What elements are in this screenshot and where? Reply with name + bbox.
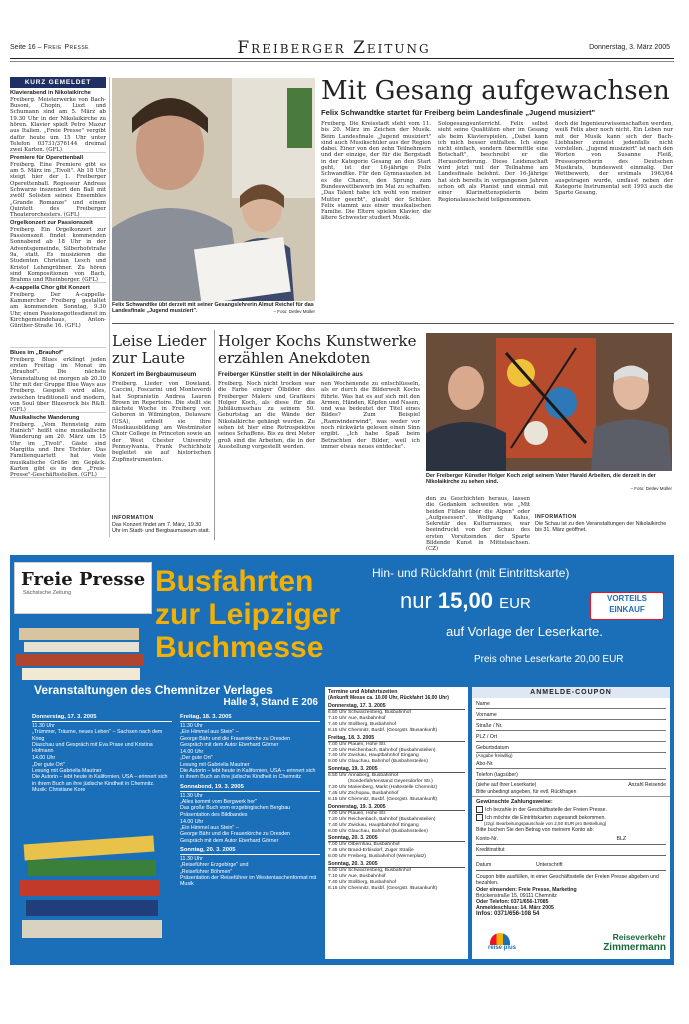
event-line: George Bähr und die Frauenkirche zu Dresden — [180, 831, 291, 838]
coupon-konto-field[interactable] — [476, 834, 666, 845]
masthead-rule — [10, 58, 674, 59]
masthead-title: Freiberger Zeitung — [237, 38, 431, 58]
timetable-day — [325, 835, 468, 860]
event-line: „Reiseführer Böhmen" — [180, 868, 233, 875]
coupon-sign-label: Unterschrift — [536, 862, 563, 868]
article2-subhead: Konzert im Bergbaumuseum — [112, 371, 197, 378]
event-day — [180, 714, 320, 781]
masthead-rule-2 — [10, 61, 674, 62]
timetable-stop: Plauen, Hohe Str. — [348, 810, 387, 816]
kurz-item — [10, 88, 106, 153]
lead-photo-credit: – Foto: Detlev Müller — [273, 309, 315, 314]
event-day — [180, 847, 320, 887]
timetable-time: 7.10 Uhr — [328, 715, 347, 721]
timetable-stop: Zwickau, Hauptbahnhof Eingang — [348, 753, 419, 759]
kurz-item-body: Freiberg. Der A-cappella-Kammerchor Freiberg gestaltet am kommenden Sonntag, 9.30 Uhr, einen Passionsgottesdienst im Kirchgemeindehaus, Anton-Günther-Straße 16. (GFL) — [10, 291, 106, 330]
article3-photo-credit: – Foto: Detlev Müller — [630, 485, 672, 491]
article3-subhead: Freiberger Künstler stellt in der Nikolaikirche aus — [218, 371, 363, 378]
page-section: Freie Presse — [43, 44, 89, 51]
event-time: 14.00 Uhr — [180, 749, 204, 756]
timetable-day — [325, 703, 468, 734]
kurz-gemeldet — [10, 77, 106, 477]
timetable-time: 7.20 Uhr — [328, 816, 347, 822]
timetable-time: 7.00 Uhr — [328, 842, 347, 848]
timetable-time: 7.40 Uhr — [328, 721, 347, 727]
coupon-title: ANMELDE-COUPON — [472, 687, 670, 698]
event-line: Präsentation der Reiseführer im Westentaschenformat mit Musik — [180, 874, 317, 888]
coupon-payment-title: Gewünschte Zahlungsweise: — [476, 799, 553, 805]
kurz-item-title: Klavierabend in Nikolaikirche — [10, 90, 91, 96]
coupon-contact-1: Oder einsenden: Freie Presse, Marketing — [476, 887, 577, 893]
timetable-list — [325, 703, 468, 892]
payment-checkbox-1[interactable] — [476, 806, 483, 813]
timetable-time: 7.40 Uhr — [328, 753, 347, 759]
payment-checkbox-2[interactable] — [476, 814, 483, 821]
event-day-label: Sonntag, 20. 3. 2005 — [180, 847, 320, 855]
article2-info-label: INFORMATION — [112, 515, 154, 521]
event-line: George Bähr und die Frauenkirche zu Dresden — [180, 735, 291, 742]
article3-photo — [426, 333, 672, 471]
timetable-stop: Aue, Busbahnhof — [348, 715, 386, 721]
timetable-time: 8.15 Uhr — [328, 796, 347, 802]
ad-books-image — [14, 618, 152, 683]
timetable-title: Termine und Abfahrtszeiten — [328, 689, 398, 695]
coupon-field-note: (Angabe freiwillig) — [476, 753, 513, 758]
ad-condition: auf Vorlage der Leserkarte. — [446, 624, 603, 639]
ad-events-title: Veranstaltungen des Chemnitzer Verlages — [34, 683, 273, 697]
timetable-stop: Brand-Erbisdorf, Zuger Straße — [348, 848, 414, 854]
timetable-stop: Chemnitz, Busbf. (Georgstr. /Busankunft) — [348, 885, 438, 891]
article3-info-text: Die Schau ist zu den Veranstaltungen der Nikolaikirche bis 31. März geöffnet. — [535, 521, 667, 534]
timetable-stop: Plauen, Hohe Str. — [348, 741, 387, 747]
event-line: Lesung mit Gabriella Mautner — [180, 761, 250, 768]
event-time: 11.30 Uhr — [180, 723, 203, 729]
timetable-row — [328, 797, 465, 803]
ad-currency: EUR — [499, 595, 531, 612]
coupon-field[interactable]: Vorname — [476, 709, 666, 720]
timetable-time: 7.00 Uhr — [328, 741, 347, 747]
timetable-time: 8.00 Uhr — [328, 828, 347, 834]
article3-col-3: den zu Geschichten heraus, lassen die Gedanken schweifen wie „Mit beiden Füßen über die Alpen" oder „Aufgesessen". Wolfgang Kalus, Sekretär des Kulturraumes, war beeindruckt von der Schau des ersten Vorsitzenden der Sparte Bildende Kunst in Mittelsachsen. (CZ) — [426, 496, 530, 553]
page-number: Seite 16 – — [10, 44, 42, 51]
timetable-stop: Aue, Busbahnhof — [348, 874, 386, 880]
article3-col-2: nen Wochenende zu entschlüsseln, als er durch die Bilderwelt Kochs führte. Was hat es auf sich mit den Armen, Händen, Köpfen und Nasen, und was bedeutet der Titel eines Bildes? Zum Beispiel „Ramwinderwind", was weder vor noch rückwärts gelesen einen Sinn ergibt. „Ich habe Spaß beim Betrachten der Bilder, weil ich immer etwas neues entdecke". — [321, 381, 420, 450]
kurz-item-body: Freiberg. Meisterwerke von Bach-Busoni, Chopin, Liszt und Schumann sind am 5. März ab 19.30 Uhr in der Nikolaikirche zu hören. Klavier spielt Petro Mazur aus Italien. „Freie Presse" vergibt dafür heute um 15 Uhr unter Telefon 03731/376144 dreimal zwei Karten. (GFL) — [10, 96, 106, 154]
kurz-header: KURZ GEMELDET — [10, 77, 106, 88]
lead-col-3: doch die Ingenieurwissenschaften werden, weiß Felix aber noch nicht. Ein Leben nur mit der Musik kann sich der Bach-Liebhaber zumeist jedenfalls nicht vorstellen. „Jugend musiziert" ist nach den Worten von Susanne Fleiß, Pressesprecherin des Deutschen Musikrats, bundesweit einmalig. Der Wettbewerb, der erstmals 1963/64 ausgetragen wurde, umfasst neben der Kategorie Instrumental seit 1993 auch die Sparte Gesang. — [555, 121, 673, 197]
ad-coupon — [472, 687, 670, 959]
kurz-item-title: A-cappella Chor gibt Konzert — [10, 285, 90, 291]
article3-info-label: INFORMATION — [535, 514, 577, 520]
lead-photo — [112, 78, 315, 301]
coupon-sign-field[interactable] — [476, 860, 666, 871]
event-line: Musik: Christiane Kore — [32, 786, 86, 793]
event-line: „Trümmer, Träume, neues Leben" – Sachsen nach dem Krieg — [32, 729, 163, 742]
coupon-payment-option-2[interactable]: Ich möchte die Eintrittskarten zugesandt bekommen. — [472, 813, 670, 821]
kurz-item — [10, 348, 106, 413]
timetable-day-label: Sonntag, 19. 3. 2005 — [328, 766, 465, 773]
event-time: 11.30 Uhr — [32, 723, 55, 729]
masthead-date: Donnerstag, 3. März 2005 — [589, 44, 670, 51]
coupon-info: Infos: 0371/656-108 54 — [476, 911, 540, 917]
timetable-stop: Reichenbach, Bahnhof (Busbahnsteilen) — [348, 816, 436, 822]
timetable-stop: Stollberg, Busbahnhof — [348, 721, 397, 727]
event-day-label: Donnerstag, 17. 3. 2005 — [32, 714, 172, 722]
page-label — [10, 44, 89, 51]
timetable-stop: Olbernhau, Busbahnhof — [348, 842, 400, 848]
timetable-time: 8.15 Uhr — [328, 727, 347, 733]
kurz-item-title: Premiere für Operettenball — [10, 155, 84, 161]
timetable-row — [328, 829, 465, 835]
ad-price-line — [400, 588, 531, 614]
timetable-time: 7.20 Uhr — [328, 747, 347, 753]
event-day — [180, 784, 320, 844]
lead-col-2: Sologesangsunterricht. Felix selbst sieht seine Qualitäten eher im Gesang als beim Klavierspielen. „Dabei kann ich mich besser entfalten. Ich singe nicht einfach, sondern übermittle eine Botschaft", beschreibt er die Herausforderung. Diese Leidenschaft wird jetzt mit der Teilnahme am Landesfinale belohnt. Der 16-Jährige hat sich bereits in vergangenen Jahren schon oft als Pianist und einmal mit einer Klarinettenspielerin beim Regionalausscheid teilgenommen. — [438, 121, 548, 203]
kurz-item — [10, 218, 106, 283]
ad-logo-text: Freie Presse — [21, 569, 146, 590]
coupon-payment2-note: (zzgl. Bearbeitungspauschale von 2,50 EUR pro Bestellung) — [484, 821, 607, 826]
timetable-stop: Glauchau, Bahnhof (Busbahnsteilen) — [348, 828, 428, 834]
kurz-item — [10, 283, 106, 348]
coupon-contact-3: Oder Telefon: 0371/656-17085 — [476, 899, 549, 905]
lead-photo-illustration — [112, 78, 315, 301]
coupon-fields — [472, 698, 670, 780]
timetable-stop: Schwarzenberg, Busbahnhof — [348, 868, 411, 874]
partner-logo-reiseplus: reise plus — [480, 933, 524, 953]
ad-headline-3: Buchmesse — [155, 631, 324, 664]
ad-logo — [14, 562, 152, 614]
article2-headline: Leise Lieder zur Laute — [112, 332, 207, 367]
timetable-time: 7.00 Uhr — [328, 810, 347, 816]
coupon-bank-label: Kreditinstitut — [476, 847, 505, 853]
coupon-date-label: Datum — [476, 862, 492, 868]
events-column-1 — [32, 714, 172, 824]
ad-headline-1: Busfahrten — [155, 565, 314, 598]
event-line: Gespräch mit dem Autor Eberhard Görner — [180, 741, 279, 748]
coupon-field[interactable]: Straße / Nr. — [476, 720, 666, 731]
lead-subhead: Felix Schwandtke startet für Freiberg beim Landesfinale „Jugend musiziert" — [321, 108, 596, 117]
timetable-day — [325, 861, 468, 892]
ad-books-stack-image — [14, 830, 174, 950]
event-line: Die Autorin – lebt heute in Kalifornien, USA – erinnert sich in ihrem Buch an ihre jüdische Kindheit in Chemnitz. — [32, 774, 168, 787]
event-line: „Ein Himmel aus Stein" – — [180, 825, 239, 832]
article3-headline: Holger Kochs Kunstwerke erzählen Anekdoten — [218, 332, 417, 367]
coupon-konto-label: Konto-Nr. — [476, 836, 498, 842]
timetable-day — [325, 766, 468, 803]
kurz-item — [10, 153, 106, 218]
reiseplus-icon — [490, 933, 510, 945]
coupon-debit: Bitte buchen Sie den Betrag von meinem Konto ab: — [476, 827, 594, 833]
timetable-time: 8.00 Uhr — [328, 854, 347, 860]
ad-headline-2: zur Leipziger — [155, 598, 341, 631]
ad-price: 15,00 — [437, 588, 493, 613]
event-line: Präsentation des Bildbandes — [180, 811, 248, 818]
timetable-stop: Annaberg, Busbahnhof — [348, 773, 399, 779]
ad-no-card: Preis ohne Leserkarte 20,00 EUR — [474, 654, 624, 665]
timetable-day-label: Donnerstag, 19. 3. 2005 — [328, 804, 465, 811]
ad-timetable — [325, 687, 468, 959]
kurz-item-body: Freiberg. Blues erklingt jeden ersten Freitag im Monat im „Brauhof". Die nächste Veranstaltung ist morgen ab 20.30 Uhr mit der Gruppe Blue Ways aus Freiberg. Gespielt wird alles, zwischen traditionell und modern, von Soul über Bluesrock bis R&B. (GFL) — [10, 356, 106, 414]
kurz-item-title: Orgelkonzert zur Passionszeit — [10, 220, 93, 226]
coupon-count-row — [472, 780, 670, 788]
timetable-day-label: Sonntag, 20. 3. 2005 — [328, 861, 465, 868]
event-time: 14.00 Uhr — [32, 755, 56, 762]
coupon-field[interactable]: PLZ / Ort — [476, 731, 666, 742]
timetable-time: 7.40 Uhr — [328, 822, 347, 828]
timetable-time: 8.00 Uhr — [328, 759, 347, 765]
timetable-stop: Chemnitz, Busbf. (Georgstr. /Busankunft) — [348, 727, 438, 733]
ad-price-prefix: nur — [400, 588, 432, 613]
event-day — [32, 714, 172, 793]
event-line: Lesung mit Gabriella Mautner — [32, 768, 102, 775]
timetable-stop: (Sonderfahrtenstand Geyersdorfer Str.) — [348, 779, 433, 785]
events-column-2 — [180, 714, 320, 959]
ad-badge: VORTEILS EINKAUF — [590, 592, 664, 620]
timetable-stop: Reichenbach, Bahnhof (Busbahnsteilen) — [348, 747, 436, 753]
kurz-item-title: Blues im „Brauhof" — [10, 350, 64, 356]
kurz-item-body: Freiberg. Ein Orgelkonzert zur Passionszeit findet kommenden Sonnabend ab 18 Uhr in der Adventsgemeinde, Silberhofstraße 9a, statt. Es musizieren die Studenten Christian Lesch und Kristof Lehmgrübner. Zu hören sind Kompositionen von Bach, Brahms und Rheinberger. (GFL) — [10, 226, 106, 284]
event-line: Die Autorin – lebt heute in Kalifornien, USA – erinnert sich in ihrem Buch an ihre jüdische Kindheit in Chemnitz — [180, 768, 316, 781]
coupon-count-label: Anzahl Reisende — [628, 782, 666, 788]
timetable-time: 7.40 Uhr — [328, 879, 347, 885]
event-line: Gespräch mit dem Autor Eberhard Görner — [180, 837, 279, 844]
books-stack-illustration — [14, 830, 174, 950]
timetable-time: 6.50 Uhr — [328, 773, 347, 779]
section-rule — [112, 323, 674, 324]
timetable-day-label: Sonntag, 20. 3. 2005 — [328, 835, 465, 842]
article2-info-text: Das Konzert findet am 7. März, 19.30 Uhr im Stadt- und Bergbaumuseum statt. — [112, 522, 210, 535]
timetable-time: 7.10 Uhr — [328, 874, 347, 880]
kurz-item — [10, 413, 106, 478]
timetable-stop: Zschopau, Busbahnhof — [348, 790, 399, 796]
event-line: „Alles kommt vom Bergwerk her" — [180, 798, 257, 805]
timetable-stop: Chemnitz, Busbf. (Georgstr. /Busankunft) — [348, 796, 438, 802]
timetable-day — [325, 804, 468, 835]
coupon-field[interactable]: Abo-Nr. — [476, 758, 666, 769]
kurz-item-body: Freiberg. „Vom Rennsteig zum Hainich" heißt eine musikalische Wanderung am 20. März um 15 Uhr im „Tivoli". Gäste sind Margitta und Ihre Töchter. Das Familienquartett hat viele musikalische Grüße im Gepäck. Karten gibt es in den „Freie-Presse"-Geschäftsstellen. (GFL) — [10, 421, 106, 479]
coupon-subnote: (siehe auf Ihrer Leserkarte) — [476, 782, 537, 788]
coupon-field[interactable]: Geburtsdatum — [476, 742, 666, 753]
event-line: Das große Buch vom erzgebirgischen Bergbau — [180, 805, 291, 812]
timetable-time: 7.45 Uhr — [328, 790, 347, 796]
event-day-label: Freitag, 18. 3. 2005 — [180, 714, 320, 722]
event-line: „Ein Himmel aus Stein" – — [180, 729, 239, 736]
coupon-blz-label: BLZ — [616, 836, 626, 842]
coupon-no-card: Bitte unbedingt angeben, für evtl. Rückfragen — [472, 788, 670, 797]
article2-body: Freiberg. Lieder von Dowland, Caccini, Foscarini und Monteverdi hat Sopranistin Andrea Lauren Brown im Repertoire. Die stellt sie nächste Woche in Freiberg vor. Geboren in Wilmington, Delaware (USA), erhielt sie ihre Musikausbildung am Westminster Choir College in Princeton sowie an der West Chester University Pennsylvania. Frank Pschichholz begleitet sie auf historischen Zupfinstrumenten. — [112, 381, 211, 463]
lead-col-1: Freiberg. Die Kreisstadt steht vom 11. bis 20. März im Zeichen der Musik. Beim Landesfinale „Jugend musiziert" sind auch Musikschüler aus der Region dabei. Einer von den zehn Teilnehmern und der einzige, der für die Bergstadt in der Kategorie Gesang an den Start geht, ist der 16-jährige Felix Schwandtke. Für den Gymnasiasten ist es die Chance, den Sprung zum Bundeswettbewerb im Mai zu schaffen. „Das Talent habe ich wohl von meiner Mutter geerbt", glaubt der Schüler. Felix stammt aus einer musikalischen Familie. Die Eltern spielen Klavier, die ältere Schwester studiert Musik. — [321, 121, 431, 222]
kurz-list — [10, 88, 106, 478]
column-rule — [109, 77, 110, 537]
timetable-row — [328, 854, 465, 860]
event-time: 11.30 Uhr — [180, 856, 203, 863]
timetable-time: 6.50 Uhr — [328, 710, 347, 715]
article3-col-1: Freiberg. Noch nicht trocken war die Farbe einiger Ölbilder des Freiberger Malers und Grafikers Holger Koch, als diese für die Jubiläumsschau zu seinem 50. Geburtstag an die Wände der Nikolaikirche gehängt wurden. Zu sehen ist hier eine Retrospektive seines Schaffens. Bis zu drei Meter groß sind die Arbeiten, die in der Ausstellung vorgestellt werden. — [218, 381, 315, 450]
partner-logo-zimmermann: Reiseverkehr Zimmermann — [603, 932, 666, 953]
event-time: 14.00 Uhr — [180, 818, 204, 825]
ad-logo-sub: Sächsische Zeitung — [23, 590, 71, 596]
event-line: Diaschau und Gespräch mit Eva Prase und Kristina Hofmann — [32, 741, 153, 755]
timetable-time: 7.20 Uhr — [328, 785, 347, 791]
timetable-row — [328, 728, 465, 734]
timetable-stop: Stollberg, Busbahnhof — [348, 879, 397, 885]
timetable-row — [328, 759, 465, 765]
timetable-day-label: Freitag, 18. 3. 2005 — [328, 735, 465, 742]
timetable-time: 8.15 Uhr — [328, 885, 347, 891]
timetable-stop: Glauchau, Bahnhof (Busbahnsteilen) — [348, 759, 428, 765]
coupon-payment-option-1[interactable]: Ich bezahle in der Geschäftsstelle der Freien Presse. — [472, 806, 670, 813]
column-rule-2 — [214, 330, 215, 540]
coupon-contact — [472, 886, 670, 917]
timetable-note: (Ankunft Messe ca. 10.00 Uhr, Rückfahrt 16.00 Uhr) — [328, 695, 449, 701]
event-time: 11.30 Uhr — [180, 792, 203, 799]
article3-photo-caption: Der Freiberger Künstler Holger Koch zeigt seinem Vater Harald Arbeiten, die derzeit in der Nikolaikirche zu sehen sind. – Foto: Detlev Müller — [426, 473, 672, 491]
coupon-field[interactable]: Name — [476, 698, 666, 709]
coupon-deadline: Anmeldeschluss: 14. März 2005 — [476, 905, 554, 911]
kurz-item-body: Freiberg. Eine Premiere gibt es am 5. März im „Tivoli". Ab 18 Uhr steigt hier der 1. Freiberger Operettenball. Regisseur Andreas Schwarze inszeniert den Ball mit zwölf Solisten seines Ensembles „Grande Romanze" und einem Quintett des Freiberger Theaterorchesters. (GFL) — [10, 161, 106, 219]
timetable-time: 6.50 Uhr — [328, 868, 347, 874]
timetable-stop: Marienberg, Markt (Haltestelle Chemnitz) — [348, 785, 438, 791]
kurz-item-title: Musikalische Wanderung — [10, 415, 80, 421]
coupon-contact-2: Brückenstraße 15, 09111 Chemnitz — [476, 893, 557, 899]
coupon-footer: Coupon bitte ausfüllen, in einer Geschäftsstelle der Freien Presse abgeben und bezahlen. — [476, 874, 659, 886]
lead-headline: Mit Gesang aufgewachsen — [321, 76, 670, 106]
article3-photo-illustration — [426, 333, 672, 471]
timetable-stop: Freiberg, Busbahnhof (Wernerplatz) — [348, 854, 426, 860]
event-line: „Der gute Ort" — [180, 755, 213, 762]
timetable-stop: Zwickau, Hauptbahnhof Eingang — [348, 822, 419, 828]
ad-events-hall: Halle 3, Stand E 206 — [223, 697, 318, 708]
timetable-day-label: Donnerstag, 17. 3. 2005 — [328, 703, 465, 710]
timetable-stop: Schwarzenberg, Busbahnhof — [348, 710, 411, 715]
coupon-bank-field[interactable] — [476, 845, 666, 856]
event-line: „Der gute Ort" — [32, 761, 65, 768]
timetable-row — [328, 886, 465, 892]
books-illustration — [14, 618, 152, 683]
coupon-field[interactable]: Telefon (tagsüber) — [476, 769, 666, 780]
ad-offer: Hin- und Rückfahrt (mit Eintrittskarte) — [372, 566, 570, 580]
event-line: „Reiseführer Erzgebirge" und — [180, 862, 249, 869]
timetable-day — [325, 735, 468, 766]
event-day-label: Sonnabend, 19. 3. 2005 — [180, 784, 320, 792]
timetable-time: 7.45 Uhr — [328, 848, 347, 854]
lead-photo-caption: Felix Schwandtke übt derzeit mit seiner Gesangslehrerin Almut Reichel für das Landesfinale „Jugend musiziert". – Foto: Detlev Müller — [112, 302, 315, 315]
